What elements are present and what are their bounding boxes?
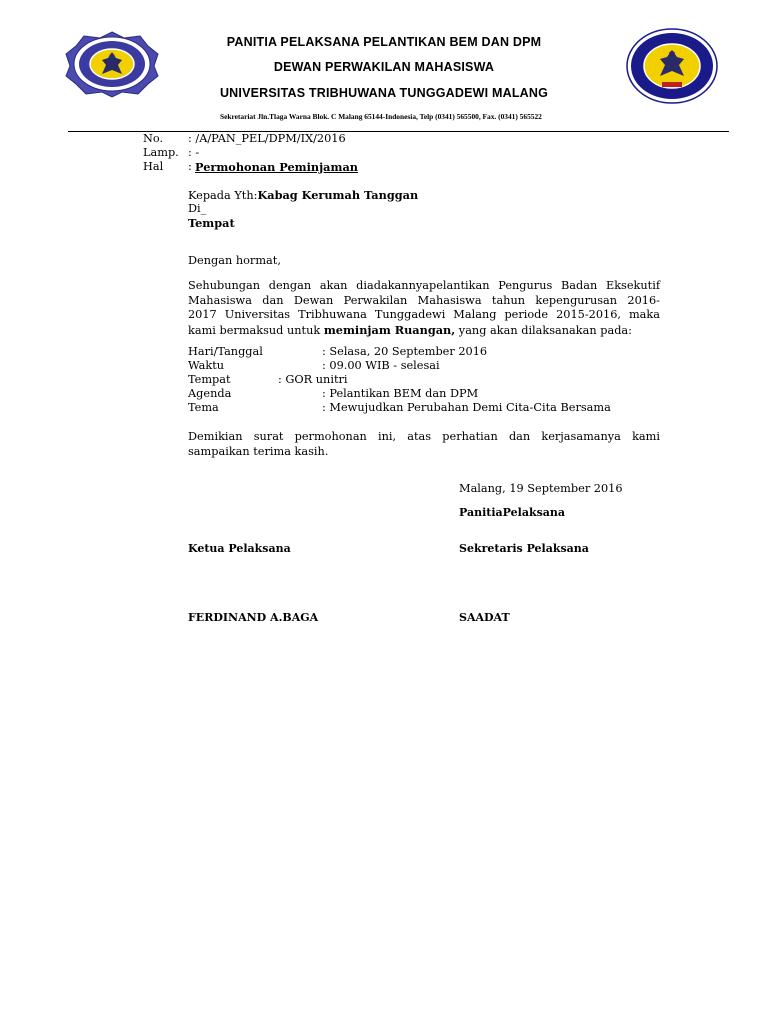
hal-colon: : <box>188 160 192 173</box>
body-line-4 <box>188 323 660 339</box>
body-line-3: 2017 Universitas Tribhuwana Tunggadewi Malang periode 2015-2016, maka <box>188 308 660 321</box>
letterhead-line-3: UNIVERSITAS TRIBHUWANA TUNGGADEWI MALANG <box>219 86 549 100</box>
detail-value-time: : 09.00 WIB - selesai <box>322 359 440 372</box>
body-line-4-post: yang akan dilaksanakan pada: <box>455 323 632 337</box>
hal-label: Hal <box>143 160 164 173</box>
kepada-label: Kepada Yth: <box>188 189 258 202</box>
letterhead-line-2: DEWAN PERWAKILAN MAHASISWA <box>273 60 495 74</box>
left-signer-title: Ketua Pelaksana <box>188 542 291 555</box>
body-paragraph <box>188 279 660 338</box>
detail-label-date: Hari/Tanggal <box>188 345 263 358</box>
committee-label: PanitiaPelaksana <box>459 506 566 519</box>
kepada-name: Kabag Kerumah Tanggan <box>257 188 419 202</box>
hal-value: Permohonan Peminjaman <box>195 160 358 174</box>
body-line-2: Mahasiswa dan Dewan Perwakilan Mahasiswa tahun kepengurusan 2016- <box>188 293 660 307</box>
right-signer-name: SAADAT <box>459 611 510 624</box>
closing-line-1: Demikian surat permohonan ini, atas perhatian dan kerjasamanya kami <box>188 430 660 443</box>
detail-label-theme: Tema <box>188 401 219 414</box>
greeting: Dengan hormat, <box>188 254 281 267</box>
body-line-4-pre: kami bermaksud untuk <box>188 323 324 337</box>
place-date: Malang, 19 September 2016 <box>459 482 623 495</box>
no-label: No. <box>143 132 164 145</box>
letterhead-divider <box>68 131 729 132</box>
body-line-1: Sehubungan dengan akan diadakannyapelantikan Pengurus Badan Eksekutif <box>188 279 660 292</box>
detail-label-place: Tempat <box>188 373 231 386</box>
detail-value-theme: : Mewujudkan Perubahan Demi Cita-Cita Bersama <box>322 401 611 414</box>
lamp-value: : - <box>188 146 200 159</box>
detail-label-time: Waktu <box>188 359 225 372</box>
detail-value-date: : Selasa, 20 September 2016 <box>322 345 488 358</box>
body-line-4-bold: meminjam Ruangan, <box>323 322 456 337</box>
detail-value-place: : GOR unitri <box>278 373 348 386</box>
no-value: : /A/PAN_PEL/DPM/IX/2016 <box>188 132 346 145</box>
letterhead-line-1: PANITIA PELAKSANA PELANTIKAN BEM DAN DPM <box>226 35 542 49</box>
left-signer-name: FERDINAND A.BAGA <box>188 611 319 624</box>
recipient-di: Di_ <box>188 202 207 215</box>
letterhead-address: Sekretariat Jln.Tlaga Warna Blok. C Malang 65144-Indonesia, Telp (0341) 565500, Fax. (0341) 565522 <box>220 112 542 121</box>
closing-paragraph <box>188 430 660 459</box>
right-signer-title: Sekretaris Pelaksana <box>459 542 589 555</box>
closing-line-2: sampaikan terima kasih. <box>188 444 329 458</box>
detail-value-agenda: : Pelantikan BEM dan DPM <box>322 387 479 400</box>
recipient-kepada <box>188 188 418 203</box>
recipient-tempat: Tempat <box>188 216 235 230</box>
detail-label-agenda: Agenda <box>188 387 232 400</box>
lamp-label: Lamp. <box>143 146 179 159</box>
